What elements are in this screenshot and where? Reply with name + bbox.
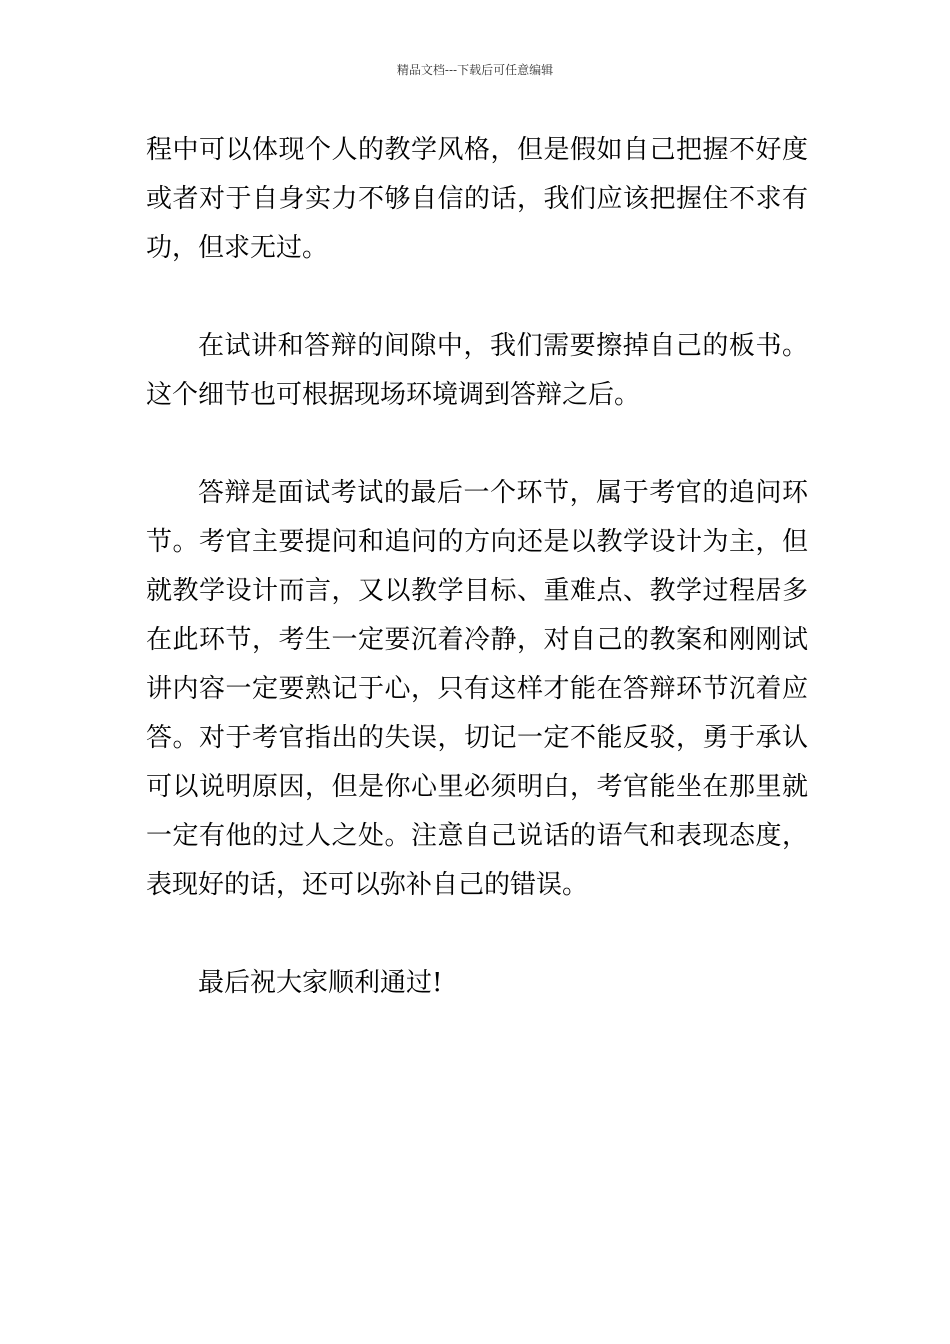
- paragraph-defense: 答辩是面试考试的最后一个环节，属于考官的追问环节。考官主要提问和追问的方向还是以教学设计为主，但就教学设计而言，又以教学目标、重难点、教学过程居多在此环节，考生一定要沉着冷静，对自己的教案和刚刚试讲内容一定要熟记于心，只有这样才能在答辩环节沉着应答。对于考官指出的失误，切记一定不能反驳，勇于承认可以说明原因，但是你心里必须明白，考官能坐在那里就一定有他的过人之处。注意自己说话的语气和表现态度，表现好的话，还可以弥补自己的错误。: [146, 478, 808, 900]
- paragraph-continuation: 程中可以体现个人的教学风格，但是假如自己把握不好度或者对于自身实力不够自信的话，我们应该把握住不求有功，但求无过。: [146, 135, 808, 263]
- paragraph-erase-board: 在试讲和答辩的间隙中，我们需要擦掉自己的板书。这个细节也可根据现场环境调到答辩之后。: [146, 331, 808, 410]
- paragraph-spacer: [146, 273, 808, 322]
- page-header: 精品文档---下载后可任意编辑: [396, 63, 554, 77]
- paragraph-closing: 最后祝大家顺利通过!: [198, 968, 443, 998]
- document-body: [146, 126, 808, 1008]
- paragraph-spacer: [146, 420, 808, 469]
- paragraph-spacer: [146, 910, 808, 959]
